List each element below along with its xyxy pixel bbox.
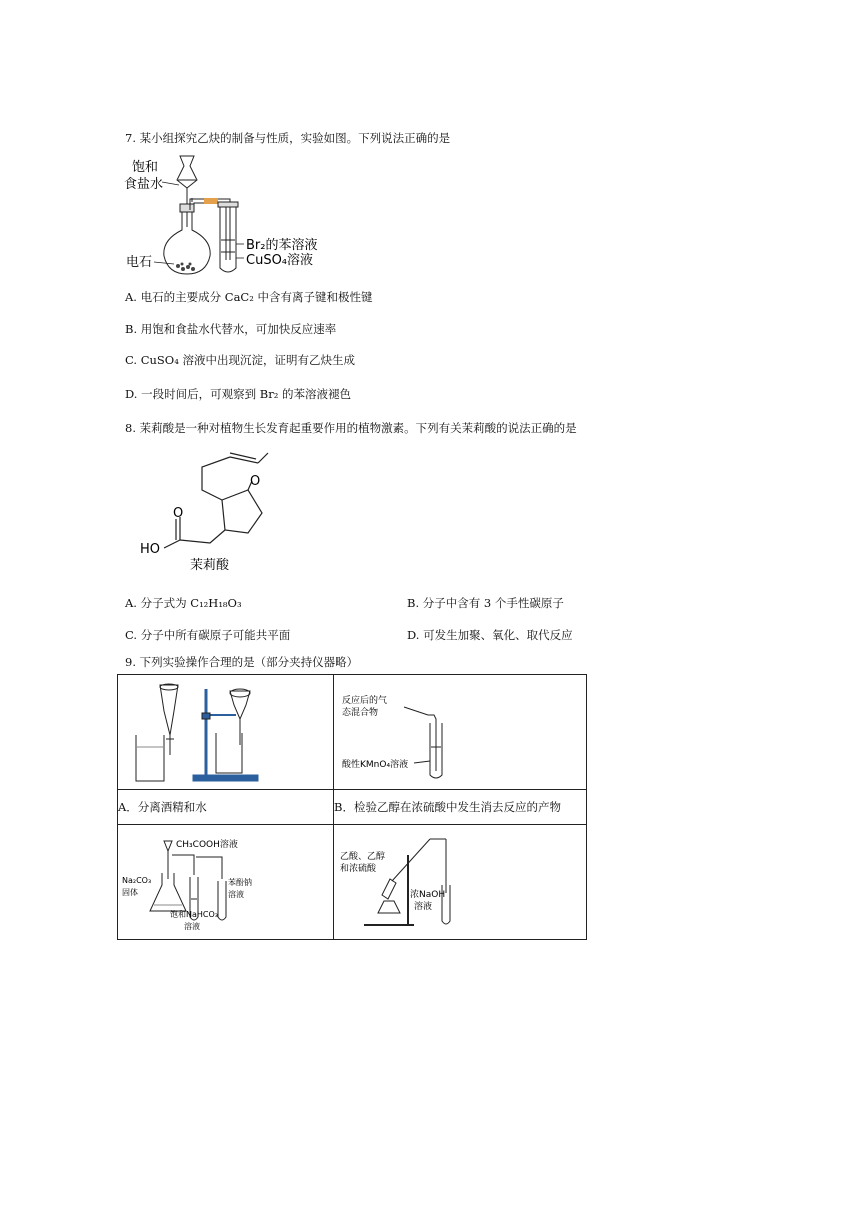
question-8-stem: 8. 茉莉酸是一种对植物生长发育起重要作用的植物激素。下列有关茉莉酸的说法正确的是	[125, 421, 577, 435]
ketone-oxygen-label: O	[250, 474, 261, 489]
q9-cell-d-figure[interactable]	[334, 825, 587, 940]
jasmonic-acid-structure-figure	[130, 445, 310, 575]
funnel-label-2: 食盐水	[124, 177, 164, 192]
acidity-comparison-figure	[118, 825, 333, 939]
c-fig-text-2: Na₂CO₃	[122, 876, 152, 885]
q9-option-b[interactable]: B．检验乙醇在浓硫酸中发生消去反应的产物	[334, 790, 587, 825]
c-fig-text-7: 溶液	[228, 890, 244, 899]
q8-option-c[interactable]: C. 分子中所有碳原子可能共平面	[125, 628, 291, 642]
acid-oxygen-label: O	[173, 506, 184, 521]
d-fig-text-2: 和浓硫酸	[340, 864, 377, 874]
b-fig-text-2: 态混合物	[342, 708, 379, 718]
q9-cell-b-figure[interactable]	[334, 675, 587, 790]
q9-cell-c-figure[interactable]	[118, 825, 334, 940]
d-fig-text-3: 浓NaOH	[410, 890, 446, 900]
q7-option-c[interactable]: C. CuSO₄ 溶液中出现沉淀，证明有乙炔生成	[125, 353, 355, 367]
molecule-caption: 茉莉酸	[190, 558, 230, 573]
b-fig-text-1: 反应后的气	[342, 696, 388, 706]
tube-label-1: Br₂的苯溶液	[246, 238, 318, 253]
q7-option-b[interactable]: B. 用饱和食盐水代替水，可加快反应速率	[125, 322, 337, 336]
c-fig-text-3: 固体	[122, 888, 138, 897]
q7-option-a[interactable]: A. 电石的主要成分 CaC₂ 中含有离子键和极性键	[125, 290, 373, 304]
tube-label-2: CuSO₄溶液	[246, 253, 314, 268]
kmno4-test-figure	[334, 675, 586, 789]
flask-label: 电石	[126, 255, 153, 270]
ester-preparation-figure	[334, 825, 586, 939]
q8-option-d[interactable]: D. 可发生加聚、氧化、取代反应	[407, 628, 573, 642]
q8-option-b[interactable]: B. 分子中含有 3 个手性碳原子	[407, 596, 564, 610]
funnel-label-1: 饱和	[132, 160, 159, 175]
q8-option-a[interactable]: A. 分子式为 C₁₂H₁₈O₃	[125, 596, 242, 610]
separating-funnel-figure	[118, 675, 333, 789]
c-fig-text-6: 苯酚钠	[228, 878, 252, 887]
question-9-stem: 9. 下列实验操作合理的是（部分夹持仪器略）	[125, 655, 359, 669]
q9-cell-a-figure[interactable]	[118, 675, 334, 790]
d-fig-text-4: 溶液	[414, 902, 433, 912]
b-fig-text-3: 酸性KMnO₄溶液	[342, 760, 409, 770]
acid-hydroxyl-label: HO	[140, 542, 161, 557]
c-fig-text-5: 溶液	[184, 922, 200, 931]
q9-options-table	[117, 674, 587, 940]
acetylene-apparatus-figure	[122, 152, 382, 277]
q7-option-d[interactable]: D. 一段时间后，可观察到 Br₂ 的苯溶液褪色	[125, 387, 351, 401]
q9-option-a[interactable]: A．分离酒精和水	[118, 790, 334, 825]
question-7-stem: 7. 某小组探究乙炔的制备与性质，实验如图。下列说法正确的是	[125, 131, 451, 145]
d-fig-text-1: 乙酸、乙醇	[340, 852, 386, 862]
c-fig-text-1: CH₃COOH溶液	[176, 840, 238, 850]
c-fig-text-4: 饱和NaHCO₃	[170, 910, 218, 919]
